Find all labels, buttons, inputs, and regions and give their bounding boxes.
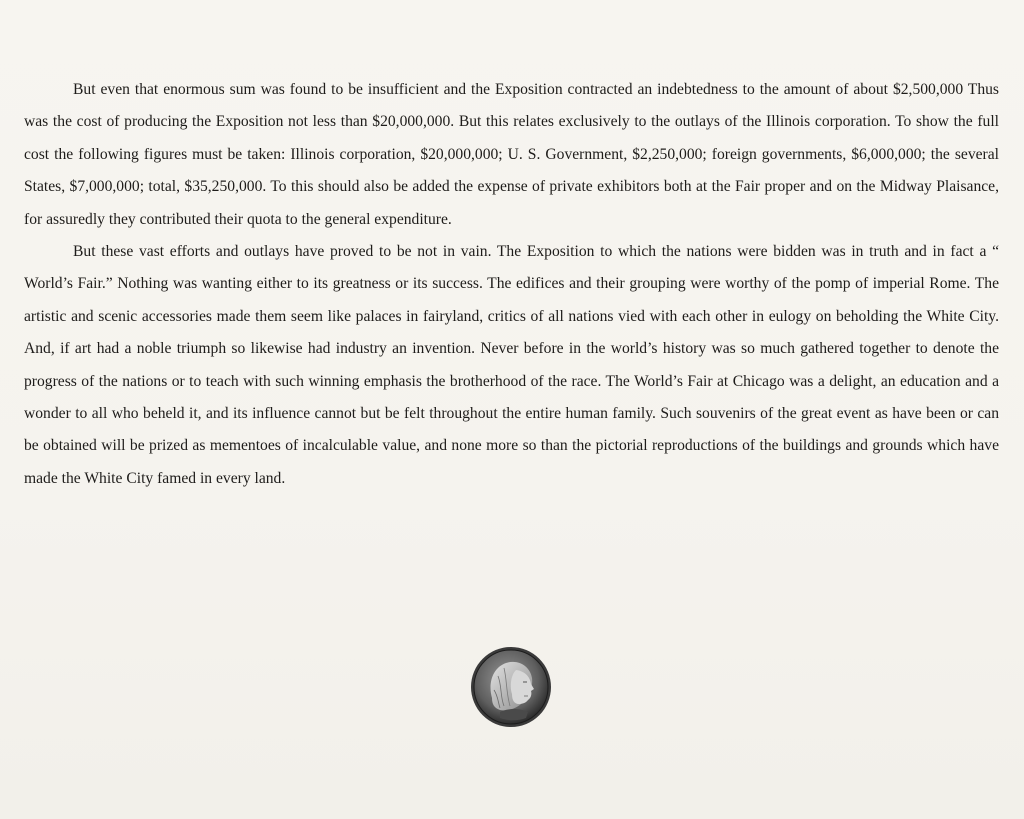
paragraph-1: But even that enormous sum was found to be insufficient and the Exposition contracted an indebtedness to the amount of about $2,500,000 Thus was the cost of producing the Exposition not less than $20,000,000. But this relates exclusively to the outlays of the Illinois corporation. To show the full cost the following figures must be taken: Illinois corporation, $20,000,000; U. S. Government, $2,250,000; foreign governments, $6,000,000; the several States, $7,000,000; total, $35,250,000. To this should also be added the expense of private exhibitors both at the Fair proper and on the Midway Plaisance, for assuredly they contributed their quota to the general expenditure. bbox=[24, 81, 999, 228]
body-text bbox=[24, 74, 999, 495]
paragraph-2: But these vast efforts and outlays have proved to be not in vain. The Exposition to which the nations were bidden was in truth and in fact a “ World’s Fair.” Nothing was wanting either to its greatness or its success. The edifices and their grouping were worthy of the pomp of imperial Rome. The artistic and scenic accessories made them seem like palaces in fairyland, critics of all nations vied with each other in eulogy on beholding the White City. And, if art had a noble triumph so likewise had industry an invention. Never before in the world’s history was so much gathered together to denote the progress of the nations or to teach with such winning emphasis the brotherhood of the race. The World’s Fair at Chicago was a delight, an education and a wonder to all who beheld it, and its influence cannot but be felt throughout the entire human family. Such souvenirs of the great event as have been or can be obtained will be prized as mementoes of incalculable value, and none more so than the pictorial reproductions of the buildings and grounds which have made the White City famed in every land. bbox=[24, 243, 999, 487]
portrait-medallion-icon bbox=[470, 646, 552, 728]
